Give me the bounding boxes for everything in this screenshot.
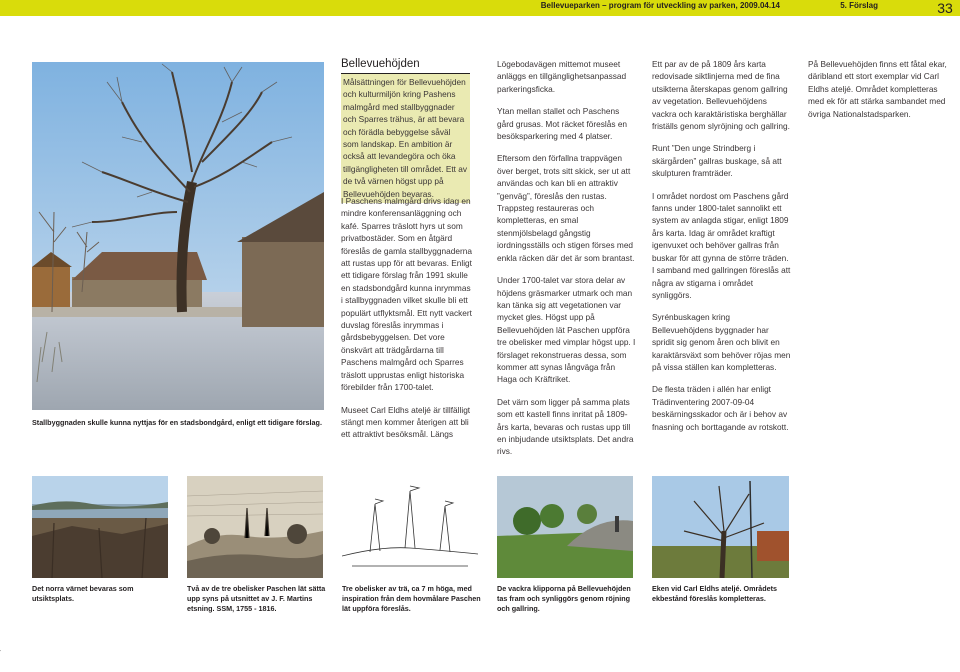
intro-box: Målsättningen för Bellevuehöjden och kulturmiljön kring Pashens malmgård med stallbyggnader och Sparres trähus, är att bevara och förädla bebyggelse såväl som landskap. En ambition är också att levandegöra och öka tillgängligheten till området. Ett av de två värnen högst upp på Bellevuehöjden bevaras. (341, 73, 470, 203)
project-number-label (0, 608, 1, 657)
oak-photo (652, 476, 789, 578)
bottom-caption-2: Två av de tre obelisker Paschen lät sätta upp syns på utsnittet av J. F. Martins etsning. SSM, 1755 - 1816. (187, 584, 326, 613)
bottom-caption-5: Eken vid Carl Eldhs ateljé. Områdets ekbestånd föreslås kompletteras. (652, 584, 778, 603)
north-bastion-photo (32, 476, 168, 578)
paragraph: Under 1700-talet var stora delar av höjdens gräsmarker utmark och man kan tänka sig att vegetationen var mycket gles. Högst upp på Bellevuehöjden lät Paschen uppföra tre obelisker med vimplar högst upp. I förslaget rekonstrueras dessa, som kommer att synas långväga från Haga och Kräftriket. (497, 275, 636, 385)
bottom-caption-1: Det norra värnet bevaras som utsiktsplats. (32, 584, 134, 603)
paragraph: Ett par av de på 1809 års karta redovisade siktlinjerna med de fina utsikterna återskapas genom gallring av vegetation. Bellevuehöjdens vackra och karaktäristiska berghällar friställs genom slyröjning och gallring. (652, 59, 790, 132)
paragraph: Lögebodavägen mittemot museet anläggs en tillgänglighetsanpassad parkeringsficka. (497, 59, 627, 94)
bottom-caption-4: De vackra klipporna på Bellevuehöjden tas fram och synliggörs genom röjning och gallring. (497, 584, 631, 613)
paragraph: Syrénbuskagen kring Bellevuehöjdens byggnader har spridit sig genom åren och blivit en karaktärsväxt som behöver röjas men på vissa ställen kan kompletteras. (652, 312, 791, 372)
text-column-3 (652, 58, 792, 433)
paragraph: Ytan mellan stallet och Paschens gård grusas. Mot räcket föreslås en besöksparkering med 4 platser. (497, 106, 628, 142)
section-title: Bellevuehöjden (341, 58, 420, 70)
stable-photo (32, 62, 324, 410)
text-column-2 (497, 58, 637, 458)
etching-photo (187, 476, 323, 578)
paragraph: Museet Carl Eldhs ateljé är tillfälligt stängt men kommer återigen att bli ett attraktivt besöksmål. Längs (341, 404, 471, 440)
page-number: 33 (937, 0, 953, 16)
obelisk-sketch (342, 476, 478, 578)
paragraph: Runt ”Den unge Strindberg i skärgården” gallras buskage, så att skulpturen framträder. (652, 143, 782, 179)
paragraph: Det värn som ligger på samma plats som ett kastell finns inritat på 1809-års karta, bevaras och rustas upp till en inbjudande utsiktsplats. Det andra rivs. (497, 396, 634, 457)
text-column-1 (341, 195, 473, 441)
text-column-4 (808, 58, 948, 120)
header-bar (0, 0, 960, 16)
paragraph: Eftersom den förfallna trappvägen över berget, trots sitt skick, ser ut att användas och kan bli en attraktiv ”genväg”, föreslås den rustas. Trappsteg restaureras och kompletteras, en smal stenmjölsbelagd gångstig iordningsställs och stigen förses med enkla räcken där det är som brantast. (497, 153, 635, 263)
document-title: Bellevueparken – program för utveckling av parken, 2009.04.14 (540, 1, 780, 10)
main-photo-caption: Stallbyggnaden skulle kunna nyttjas för en stadsbondgård, enligt ett tidigare förslag. (32, 418, 322, 427)
paragraph: I Paschens malmgård drivs idag en mindre konferensanläggning och kafé. Sparres träslott hyrs ut som privatbostäder. Som en åtgärd föreslås de gamla stallbyggnaderna att rustas upp för att bevaras. Enligt ett tidigare förslag från 1991 skulle en stadsbondgård kunna inrymmas i stallbyggnaden vilket skulle bli ett populärt utflyktsmål. Ett nytt vackert duvslag föreslås inrymmas i gårdsbebyggelsen. Det vore önskvärt att trädgårdarna till Paschens malmgård och Sparres träslott upprustas enligt historiska förebilder från 1700-talet. (341, 196, 472, 393)
section-label: 5. Förslag (840, 1, 878, 10)
paragraph: De flesta träden i allén har enligt Trädinventering 2007-09-04 beskärningsskador och är i behov av fnasning och borttagande av rotskott. (652, 384, 789, 432)
paragraph: På Bellevuehöjden finns ett fåtal ekar, däribland ett stort exemplar vid Carl Eldhs ateljé. Området kompletteras med ek för att stärka sambandet med övriga Nationalstadsparken. (808, 59, 947, 119)
paragraph: I området nordost om Paschens gård fanns under 1800-talet sannolikt ett system av anlagda stigar, enligt 1809 års karta. Idag är området kraftigt igenvuxet och behöver gallras från buskar för att gynna de större träden. I samband med gallringen föreslås att några av stigarna i området synliggörs. (652, 190, 791, 300)
cliffs-photo (497, 476, 633, 578)
bottom-caption-3: Tre obelisker av trä, ca 7 m höga, med inspiration från dem hovmålare Paschen lät uppföra föreslås. (342, 584, 481, 613)
